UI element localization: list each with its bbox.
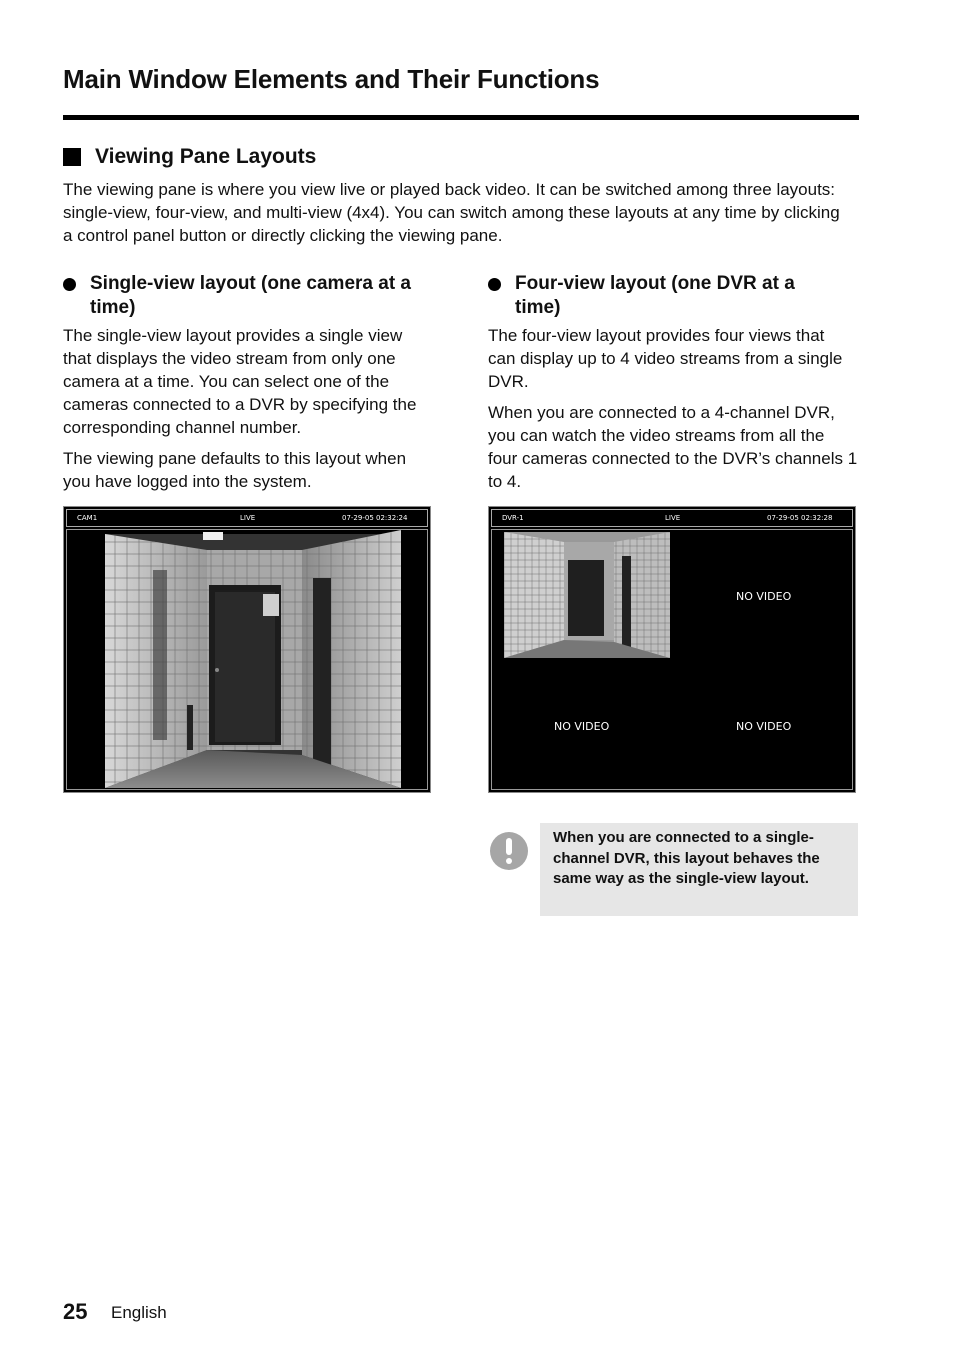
four-view-screenshot bbox=[488, 506, 856, 793]
timestamp: 07-29-05 02:32:28 bbox=[767, 514, 833, 522]
exclamation-icon bbox=[490, 832, 528, 870]
screen-title-bar bbox=[66, 509, 428, 527]
no-video-label-4: NO VIDEO bbox=[736, 720, 792, 733]
section-title: Viewing Pane Layouts bbox=[95, 145, 317, 168]
camera-image bbox=[67, 530, 429, 791]
four-view-paragraph-2: When you are connected to a 4-channel DVR, you can watch the video streams from all the four cameras connected to the DVR’s channels 1 to 4. bbox=[488, 403, 858, 491]
title-rule bbox=[63, 115, 859, 120]
four-view-paragraph-1: The four-view layout provides four views that can display up to 4 video streams from a single DVR. bbox=[488, 326, 843, 391]
quad-frame bbox=[491, 529, 853, 790]
intro-paragraph: The viewing pane is where you view live or played back video. It can be switched among three layouts: single-view, four-view, and multi-view (4x4). You can switch among these layouts at any time by clicking a control panel button or directly clicking the viewing pane. bbox=[63, 180, 840, 245]
bullet-dot-icon bbox=[488, 278, 501, 291]
four-view-column bbox=[488, 272, 860, 493]
camera-thumbnail bbox=[504, 532, 670, 658]
bullet-dot-icon bbox=[63, 278, 76, 291]
single-view-heading-line2: time) bbox=[90, 297, 136, 318]
page-title: Main Window Elements and Their Functions bbox=[63, 64, 600, 94]
screen-title-bar bbox=[491, 509, 853, 527]
four-view-heading bbox=[488, 272, 860, 320]
single-view-paragraph-1: The single-view layout provides a single view that displays the video stream from only one camera at a time. You can select one of the cameras connected to a DVR by specifying the corresponding channel number. bbox=[63, 326, 417, 437]
four-view-heading-line2: time) bbox=[515, 297, 561, 318]
video-frame bbox=[66, 529, 428, 790]
single-view-column bbox=[63, 272, 435, 493]
footer-language: English bbox=[111, 1303, 167, 1322]
timestamp: 07-29-05 02:32:24 bbox=[342, 514, 408, 522]
no-video-label-2: NO VIDEO bbox=[736, 590, 792, 603]
square-bullet-icon bbox=[63, 148, 81, 166]
section-heading bbox=[63, 145, 316, 169]
page-number: 25 bbox=[63, 1299, 88, 1324]
note-box bbox=[540, 823, 858, 916]
single-view-heading bbox=[63, 272, 435, 320]
live-status: LIVE bbox=[665, 514, 681, 522]
single-view-paragraph-2: The viewing pane defaults to this layout when you have logged into the system. bbox=[63, 449, 407, 491]
single-view-screenshot bbox=[63, 506, 431, 793]
live-status: LIVE bbox=[240, 514, 256, 522]
no-video-label-3: NO VIDEO bbox=[554, 720, 610, 733]
dvr-label: DVR-1 bbox=[502, 514, 524, 522]
single-view-heading-line1: Single-view layout (one camera at a bbox=[90, 273, 411, 294]
four-view-heading-line1: Four-view layout (one DVR at a bbox=[515, 273, 795, 294]
note-text: When you are connected to a single-channel DVR, this layout behaves the same way as the single-view layout. bbox=[553, 829, 820, 887]
camera-label: CAM1 bbox=[77, 514, 98, 522]
